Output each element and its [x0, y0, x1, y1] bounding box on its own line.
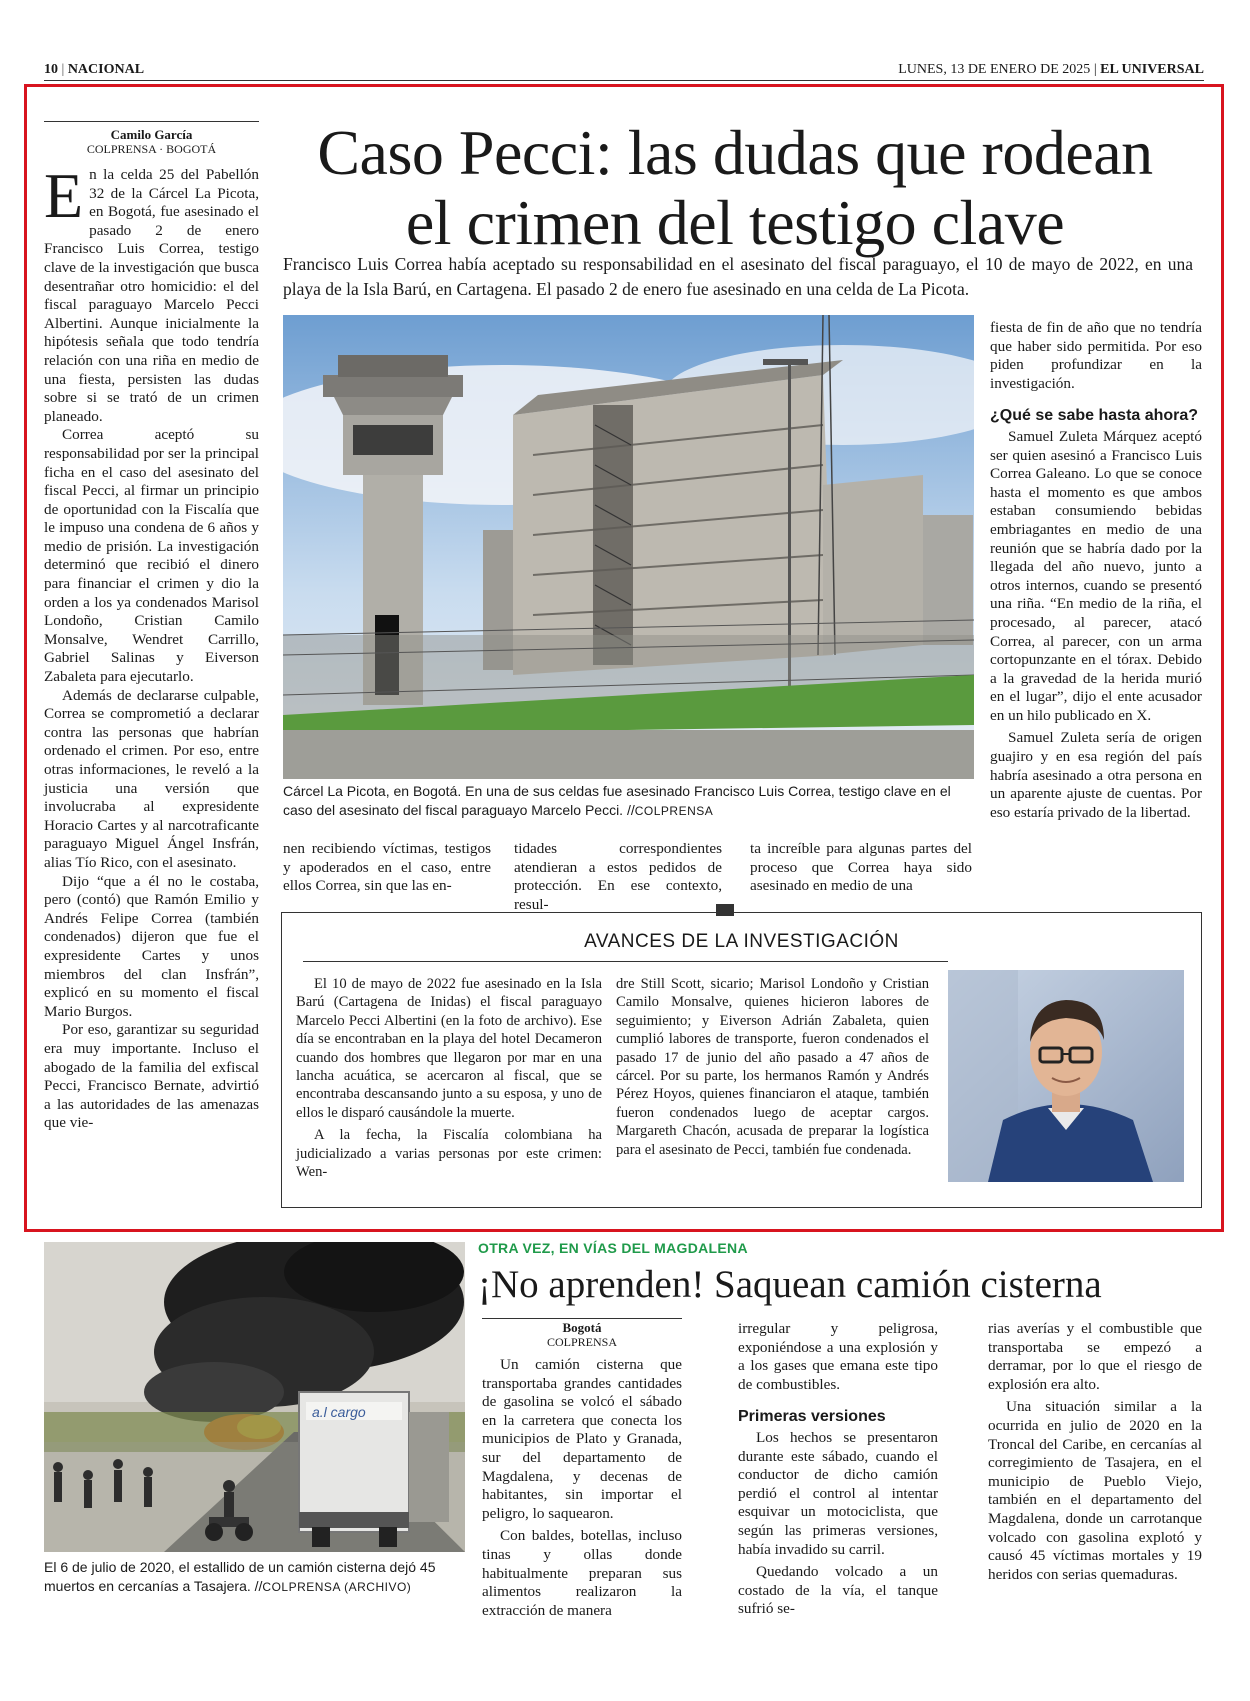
byline-agency: COLPRENSA	[546, 1335, 617, 1349]
paragraph: Quedando volcado a un costado de la vía, el tanque sufrió se-	[738, 1563, 938, 1618]
caption-text: El 6 de julio de 2020, el estallido de un camión cisterna dejó 45 muertos en cercanías a Tasajera. //	[44, 1559, 436, 1594]
paragraph: Dijo “que a él no le costaba, pero (contó) que Ramón Emilio y Andrés Felipe Correa (también condenados) dijeron que fue el expresidente Cartes y unos miembros del clan Insfrán”, explicó en su momento el fiscal Mario Burgos.	[44, 872, 259, 1020]
byline	[44, 128, 259, 156]
tanker-photo-caption	[44, 1558, 465, 1597]
paragraph: Los hechos se presentaron durante este sábado, cuando el conductor de dicho camión perdió el control al intentar esquivar un motociclista, que según las primeras versiones, había invadido su carril.	[738, 1428, 938, 1558]
tanker-photo	[44, 1242, 465, 1552]
subheading: ¿Qué se sabe hasta ahora?	[990, 407, 1199, 425]
photo-caption	[283, 782, 983, 821]
sidebar-title-rule	[303, 961, 948, 962]
paragraph: Una situación similar a la ocurrida en julio de 2020 en la Troncal del Caribe, en cercanías al corregimiento de Tasajera, en el municipio de Pueblo Viejo, también en el departamento del Magdalena, donde un carrotanque volcado con gasolina explotó y causó 45 víctimas mortales y 19 heridos con serias quemaduras.	[988, 1398, 1202, 1583]
paragraph: irregular y peligrosa, exponiéndose a una explosión y a los gases que emana este tipo de combustibles.	[738, 1320, 938, 1393]
paragraph: Con baldes, botellas, incluso tinas y ollas donde habitualmente preparan sus alimentos realizaron la extracción de manera	[482, 1527, 682, 1619]
main-col-5	[990, 319, 1202, 822]
agency-name: COLPRENSA · BOGOTÁ	[86, 142, 217, 156]
header-rule	[44, 80, 1204, 81]
paragraph: A la fecha, la Fiscalía colombiana ha judicializado a varias personas por este crimen: Wen-	[296, 1127, 602, 1181]
sidebar-col-2	[616, 975, 929, 1159]
second-byline-rule	[482, 1318, 682, 1319]
lede: Francisco Luis Correa había aceptado su responsabilidad en el asesinato del fiscal paraguayo, el 10 de mayo de 2022, en una playa de la Isla Barú, en Cartagena. El pasado 2 de enero fue asesinado en una celda de La Picota.	[283, 254, 1193, 299]
paragraph: n la celda 25 del Pabellón 32 de la Cárcel La Picota, en Bogotá, fue asesinado el pasado 2 de enero Francisco Luis Correa, testigo clave de la investigación que busca desentrañar otro homicidio: el del fiscal paraguayo Marcelo Pecci Albertini. Aunque inicialmente la hipótesis señala que todo tendría relación con una riña en medio de una fiesta, persisten las dudas sobre si se trató de un crimen planeado.	[44, 166, 259, 425]
issue-date: LUNES, 13 DE ENERO DE 2025	[898, 62, 1091, 77]
paragraph: Samuel Zuleta Márquez aceptó ser quien asesinó a Francisco Luis Correa Galeano. Lo que se conoce hasta el momento es que ambos estaban consumiendo bebidas embriagantes en medio de una reunión que se habría dado por la llegada del año nuevo, junto a otros internos, cuando se presentó una riña. “En medio de la riña, el procesado, al parecer, atacó Correa, al parecer, con un arma cortopunzante en el tórax. Debido a la gravedad de la herida murió en el lugar”, dijo el ente acusador en un hilo publicado en X.	[990, 427, 1202, 724]
paragraph: tidades correspondientes atendieran a estos pedidos de protección. En ese contexto, resul-	[514, 840, 722, 913]
byline-city: Bogotá	[562, 1320, 602, 1335]
prison-photo	[283, 315, 974, 779]
author-name: Camilo García	[110, 127, 193, 142]
second-headline: ¡No aprenden! Saquean camión cisterna	[478, 1263, 1102, 1306]
caption-text: En una de sus celdas fue asesinado Francisco Luis Correa, testigo clave en el caso del asesinato del fiscal paraguayo Marcelo Pecci. //	[283, 783, 951, 818]
caption-lead: Cárcel La Picota, en Bogotá.	[283, 783, 462, 799]
truck-logo: a.l cargo	[312, 1404, 366, 1420]
paragraph: nen recibiendo víctimas, testigos y apoderados en el caso, entre ellos Correa, sin que las en-	[283, 840, 491, 895]
newspaper-name: EL UNIVERSAL	[1100, 62, 1204, 77]
headline-line: el crimen del testigo clave	[405, 187, 1065, 258]
pecci-portrait	[948, 970, 1184, 1182]
headline-line: Caso Pecci: las dudas que rodean	[317, 117, 1153, 188]
paragraph: Un camión cisterna que transportaba grandes cantidades de gasolina se volcó el sábado en la carretera que conecta los municipios de Plato y Granada, sur del departamento de Magdalena, y decenas de habitantes, sin importar el peligro, lo saquearon.	[482, 1356, 682, 1522]
main-col-3-bottom	[514, 840, 722, 914]
paragraph: Samuel Zuleta sería de origen guajiro y en esa región del país habría asesinado a otra persona en un aparente ajuste de cuentas. Por eso estaría privado de la libertad.	[990, 729, 1202, 821]
main-col-1	[44, 160, 259, 1133]
dropcap: E	[44, 160, 84, 231]
paragraph: Correa aceptó su responsabilidad por ser la principal ficha en el caso del asesinato del fiscal Pecci, al firmar un principio de oportunidad con la Fiscalía que le impuso una condena de 6 años y medio de prisión. La investigación determinó que recibió el dinero para financiar el crimen y dio la orden a los ya condenados Marisol Londoño, Cristian Camilo Monsalve, Wendret Carrillo, Gabriel Salinas y Eiverson Zabaleta para ejecutarlo.	[44, 426, 259, 686]
paragraph: El 10 de mayo de 2022 fue asesinado en la Isla Barú (Cartagena de Inidas) el fiscal paraguayo Marcelo Pecci Albertini (en la foto de archivo). Ese día se encontraban en la playa del hotel Decameron cuando dos hombres que llegaron por mar en una lancha acuática, se acercaron al fiscal, que se encontraba descansando junto a su esposa, y uno de ellos le disparó causándole la muerte.	[296, 976, 602, 1121]
photo-credit: COLPRENSA (ARCHIVO)	[262, 1580, 412, 1594]
paragraph: dre Still Scott, sicario; Marisol Londoño y Cristian Camilo Monsalve, quienes hicieron labores de seguimiento; y Eiverson Adrián Zabaleta, quien cumplió labores de transporte, fueron condenados el pasado 17 de junio del año pasado a 47 años de cárcel. Por su parte, los hermanos Ramón y Andrés Pérez Hoyos, quienes financiaron el ataque, también fueron condenados luego de aceptar cargos. Margareth Chacón, acusada de preparar la logística para el asesinato de Pecci, también fue condenada.	[616, 976, 929, 1158]
main-col-2-bottom	[283, 840, 491, 896]
subheading: Primeras versiones	[738, 1408, 886, 1426]
paragraph: rias averías y el combustible que transportaba se empezó a derramar, por lo que el riesgo de explosión era alto.	[988, 1320, 1202, 1393]
paragraph: Además de declararse culpable, Correa se comprometió a declarar contra las personas que habrían ordenado el crimen. Por eso, entre otras informaciones, le reveló a la justicia una versión que involucraba al expresidente Horacio Cartes y al narcotraficante paraguayo Miguel Ángel Insfrán, alias Tío Rico, con el asesinato.	[44, 686, 259, 871]
sidebar-title: AVANCES DE LA INVESTIGACIÓN	[584, 931, 899, 952]
main-headline	[275, 118, 1195, 258]
second-col-3	[988, 1320, 1202, 1584]
paragraph: Por eso, garantizar su seguridad era muy importante. Incluso el abogado de la familia del exfiscal Pecci, Francisco Bernate, advirtió a las autoridades de las amenazas que vie-	[44, 1021, 259, 1132]
section-name: NACIONAL	[67, 62, 145, 77]
page-number: 10	[44, 62, 58, 77]
paragraph: ta increíble para algunas partes del proceso que Correa haya sido asesinado en medio de una	[750, 840, 972, 895]
byline-rule	[44, 121, 259, 122]
second-byline	[482, 1321, 682, 1349]
photo-credit: COLPRENSA	[634, 804, 714, 818]
second-col-1	[482, 1356, 682, 1620]
main-col-4-bottom	[750, 840, 972, 896]
kicker: OTRA VEZ, EN VÍAS DEL MAGDALENA	[478, 1240, 748, 1256]
sidebar-col-1	[296, 975, 602, 1181]
second-col-2	[738, 1320, 938, 1619]
sidebar-tab	[716, 904, 734, 916]
paragraph: fiesta de fin de año que no tendría que haber sido permitida. Por eso piden profundizar en la investigación.	[990, 319, 1202, 392]
page-header: 10 | NACIONAL LUNES, 13 DE ENERO DE 2025 | EL UNIVERSAL	[44, 62, 1204, 77]
